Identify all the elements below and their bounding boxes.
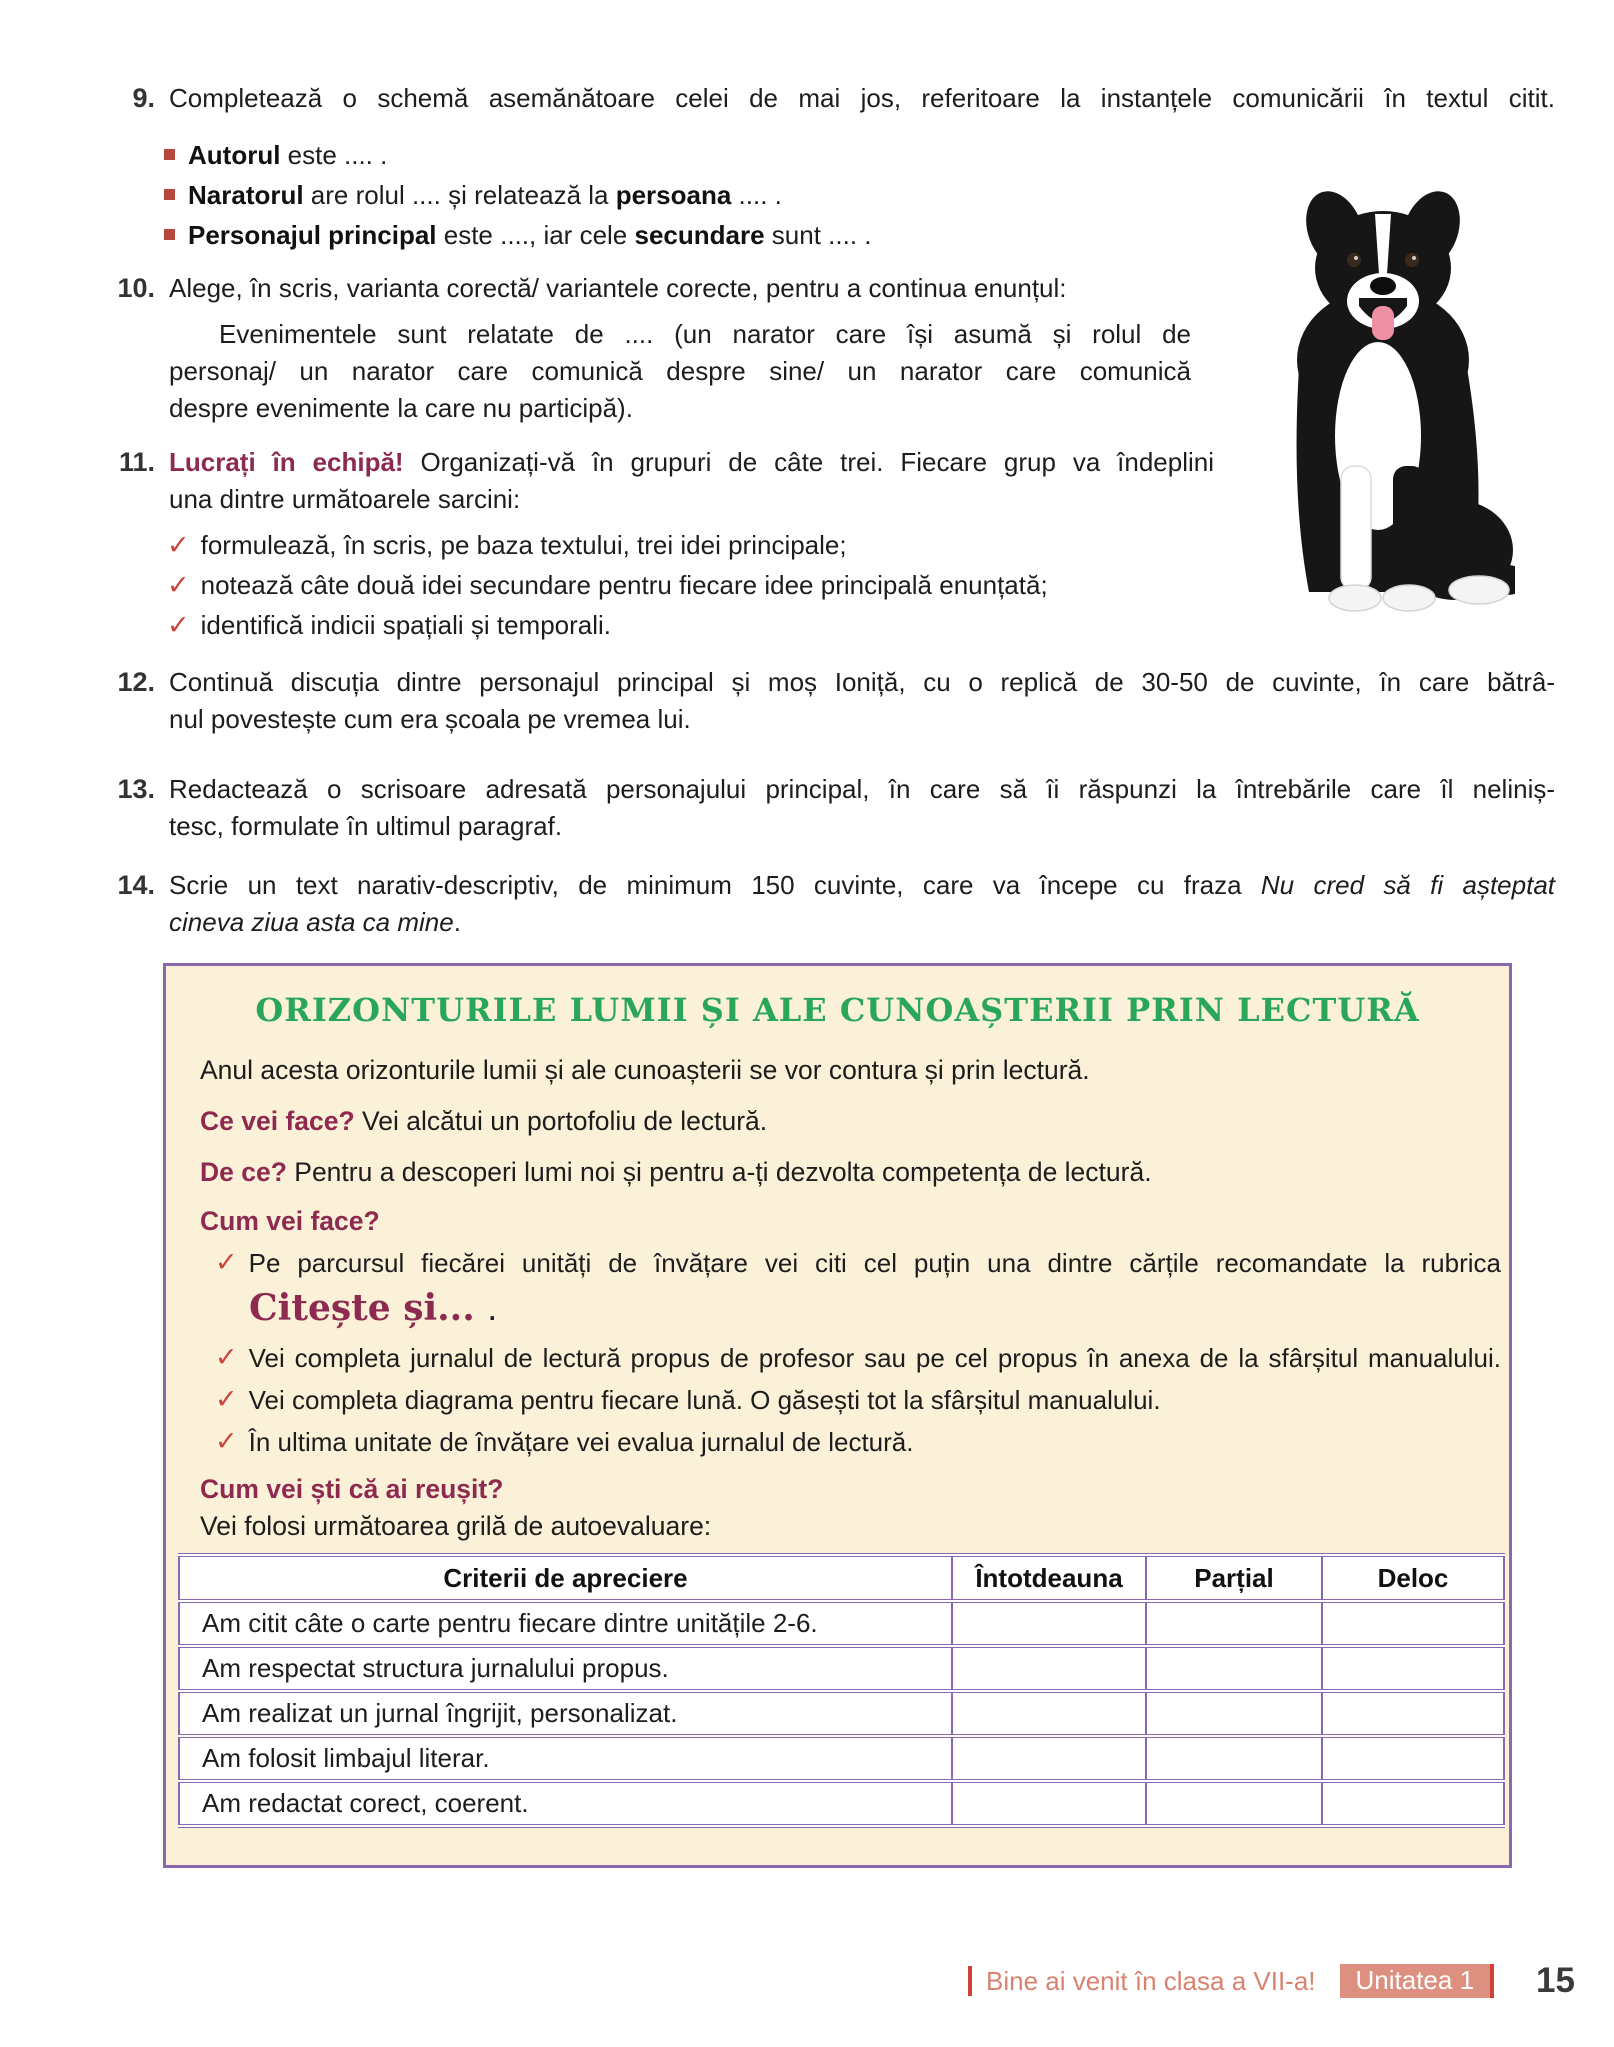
table-header-always: Întotdeauna	[952, 1555, 1146, 1601]
exercise-number: 11.	[118, 447, 155, 477]
box-intro: Anul acesta orizonturile lumii și ale cunoașterii se vor contura și prin lectură.	[200, 1055, 1090, 1085]
check-text: identifică indicii spațiali și temporali.	[200, 610, 612, 640]
table-cell-empty	[952, 1601, 1146, 1646]
bullet-item	[164, 138, 872, 178]
footer	[968, 1961, 1575, 2001]
exercise-text	[169, 867, 1555, 941]
bullet-text: Personajul principal este ...., iar cele secundare sunt .... .	[188, 220, 872, 250]
exercise-line: Lucrați în echipă! Organizați-vă în grupuri de câte trei. Fiecare grup va îndeplini	[169, 447, 1215, 477]
exercise-line: cineva ziua asta ca mine.	[169, 907, 461, 937]
exercise-number: 13.	[117, 774, 155, 804]
table-cell-empty	[1322, 1736, 1504, 1781]
check-icon: ✓	[215, 1342, 238, 1372]
bullet-square-icon	[164, 189, 175, 200]
check-text: formulează, în scris, pe baza textului, trei idei principale;	[200, 530, 847, 560]
dog-photo	[1253, 168, 1515, 630]
table-row	[179, 1601, 1504, 1646]
quoted-phrase: cineva ziua asta ca mine	[169, 907, 454, 937]
box-check-item	[215, 1382, 1501, 1419]
table-cell-criterion: Am realizat un jurnal îngrijit, personalizat.	[179, 1691, 952, 1736]
table-cell-empty	[952, 1781, 1146, 1826]
bullet-square-icon	[164, 229, 175, 240]
table-cell-criterion: Am redactat corect, coerent.	[179, 1781, 952, 1826]
exercise-text	[169, 444, 1214, 518]
self-eval-table	[178, 1553, 1505, 1828]
table-cell-empty	[1322, 1601, 1504, 1646]
table-cell-empty	[1146, 1736, 1322, 1781]
check-icon: ✓	[215, 1426, 238, 1456]
bullet-list	[164, 138, 872, 258]
bullet-item	[164, 218, 872, 258]
table-header-criteria: Criterii de apreciere	[179, 1555, 952, 1601]
bullet-text: Naratorul are rolul .... și relatează la persoana .... .	[188, 180, 782, 210]
exercise-head: Alege, în scris, varianta corectă/ variantele corecte, pentru a continua enunțul:	[169, 273, 1067, 303]
check-item	[167, 528, 1048, 568]
rubric-name: Citește și... .	[249, 1287, 498, 1329]
exercise-text	[169, 771, 1555, 845]
check-text: notează câte două idei secundare pentru fiecare idee principală enunțată;	[200, 570, 1048, 600]
breadcrumb: Bine ai venit în clasa a VII-a!	[986, 1965, 1316, 1996]
exercise-14	[100, 867, 1555, 941]
box-title: ORIZONTURILE LUMII ȘI ALE CUNOAȘTERII PRIN LECTURĂ	[255, 991, 1420, 1029]
check-text: În ultima unitate de învățare vei evalua jurnalul de lectură.	[248, 1427, 914, 1457]
border-collie-illustration	[1296, 183, 1515, 611]
bullet-item	[164, 178, 872, 218]
table-row	[179, 1781, 1504, 1826]
table-cell-criterion: Am folosit limbajul literar.	[179, 1736, 952, 1781]
table-row	[179, 1736, 1504, 1781]
table-cell-empty	[1146, 1601, 1322, 1646]
exercise-line: personaj/ un narator care comunică despre sine/ un narator care comunică	[169, 356, 1191, 386]
bullet-text: Autorul este .... .	[188, 140, 388, 170]
table-cell-empty	[1146, 1781, 1322, 1826]
box-question-what: Ce vei face? Vei alcătui un portofoliu de lectură.	[200, 1106, 768, 1136]
page-number: 15	[1536, 1961, 1575, 2000]
box-question-why: De ce? Pentru a descoperi lumi noi și pentru a-ți dezvolta competența de lectură.	[200, 1157, 1152, 1187]
check-icon: ✓	[167, 530, 190, 560]
exercise-line: despre evenimente la care nu participă).	[169, 393, 633, 423]
table-cell-empty	[952, 1646, 1146, 1691]
box-check-item	[215, 1424, 1501, 1461]
exercise-line: Scrie un text narativ-descriptiv, de minimum 150 cuvinte, care va începe cu fraza Nu cred să fi așteptat	[169, 870, 1555, 900]
exercise-number: 14.	[117, 870, 155, 900]
check-list	[167, 528, 1048, 648]
exercise-line: Evenimentele sunt relatate de .... (un narator care își asumă și rolul de	[219, 319, 1191, 349]
exercise-number: 12.	[117, 667, 155, 697]
exercise-line: Continuă discuția dintre personajul principal și moș Ioniță, cu o replică de 30-50 de cuvinte, în care bătrâ-	[169, 667, 1555, 697]
box-question-success: Cum vei ști că ai reușit?	[200, 1474, 504, 1504]
exercise-10	[100, 270, 1191, 427]
box-note: Vei folosi următoarea grilă de autoevaluare:	[200, 1511, 712, 1541]
exercise-line: una dintre următoarele sarcini:	[169, 484, 521, 514]
box-question-how: Cum vei face?	[200, 1206, 380, 1236]
quoted-phrase: Nu cred să fi așteptat	[1260, 870, 1555, 900]
exercise-number: 9.	[132, 83, 155, 113]
unit-badge: Unitatea 1	[1340, 1964, 1495, 1998]
check-icon: ✓	[167, 570, 190, 600]
table-header-none: Deloc	[1322, 1555, 1504, 1601]
check-item	[167, 568, 1048, 608]
teamwork-label: Lucrați în echipă!	[169, 447, 404, 477]
table-row	[179, 1646, 1504, 1691]
table-cell-criterion: Am citit câte o carte pentru fiecare dintre unitățile 2-6.	[179, 1601, 952, 1646]
exercise-13	[100, 771, 1555, 845]
exercise-text	[169, 664, 1555, 738]
question-label: De ce?	[200, 1157, 287, 1187]
table-cell-criterion: Am respectat structura jurnalului propus.	[179, 1646, 952, 1691]
table-header-partial: Parțial	[1146, 1555, 1322, 1601]
red-bar-icon	[968, 1966, 972, 1996]
check-text: Vei completa diagrama pentru fiecare lună. O găsești tot la sfârșitul manualului.	[248, 1385, 1161, 1415]
table-cell-empty	[952, 1736, 1146, 1781]
exercise-line: nul povestește cum era școala pe vremea lui.	[169, 704, 691, 734]
table-cell-empty	[1146, 1646, 1322, 1691]
check-text: Vei completa jurnalul de lectură propus de profesor sau pe cel propus în anexa de la sfârșitul manualului.	[248, 1343, 1501, 1373]
check-icon: ✓	[167, 610, 190, 640]
exercise-11	[100, 444, 1214, 518]
check-item	[167, 608, 1048, 648]
exercise-text	[169, 270, 1191, 427]
question-label: Ce vei face?	[200, 1106, 355, 1136]
table-cell-empty	[1322, 1781, 1504, 1826]
table-header-row	[179, 1555, 1504, 1601]
table-cell-empty	[952, 1691, 1146, 1736]
box-check-item	[215, 1340, 1501, 1377]
table-cell-empty	[1322, 1646, 1504, 1691]
exercise-12	[100, 664, 1555, 738]
check-icon: ✓	[215, 1247, 238, 1277]
bullet-square-icon	[164, 149, 175, 160]
table-cell-empty	[1322, 1691, 1504, 1736]
check-icon: ✓	[215, 1384, 238, 1414]
exercise-text: Completează o schemă asemănătoare celei de mai jos, referitoare la instanțele comunicării în textul citit.	[169, 83, 1555, 113]
exercise-9	[100, 80, 1555, 117]
table-row	[179, 1691, 1504, 1736]
exercise-line: tesc, formulate în ultimul paragraf.	[169, 811, 563, 841]
reading-box	[163, 963, 1512, 1868]
exercise-number: 10.	[117, 273, 155, 303]
exercise-line: Redactează o scrisoare adresată personajului principal, în care să îi răspunzi la întrebările care îl neliniș-	[169, 774, 1555, 804]
table-cell-empty	[1146, 1691, 1322, 1736]
check-text: Pe parcursul fiecărei unități de învățare vei citi cel puțin una dintre cărțile recomandate la rubrica	[248, 1248, 1501, 1278]
box-check-item	[215, 1245, 1501, 1282]
